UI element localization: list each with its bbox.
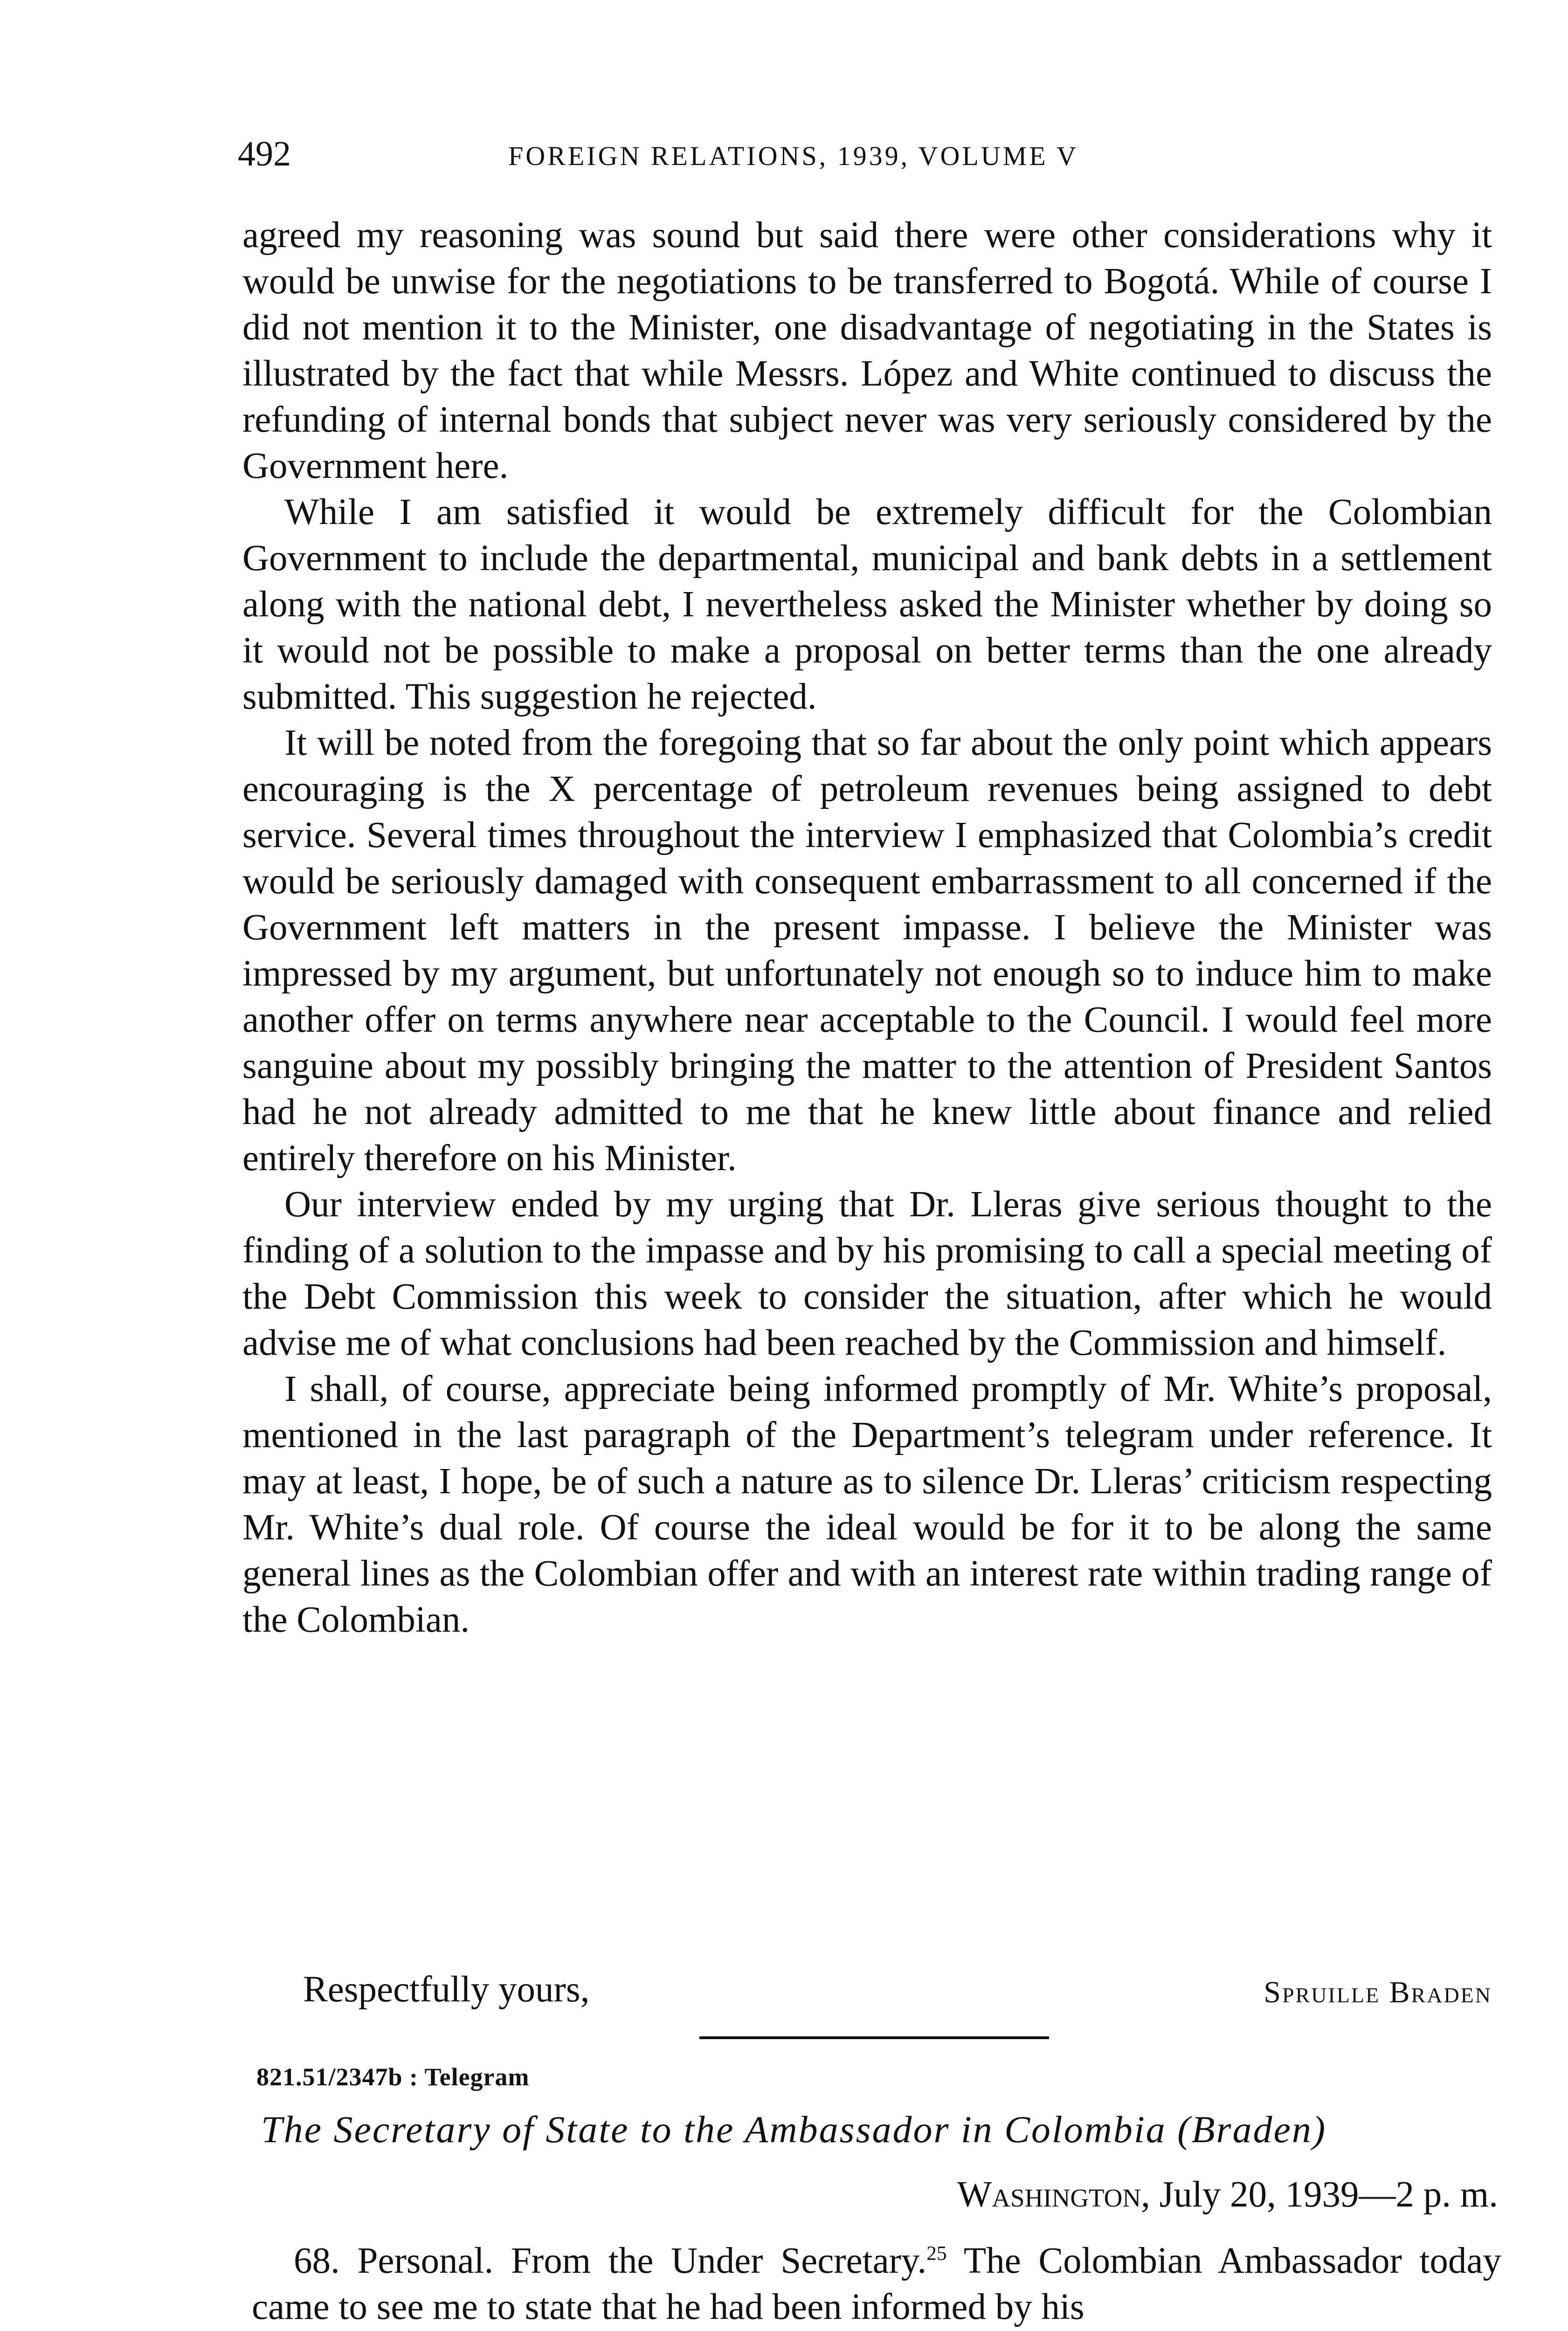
page-number: 492 <box>238 134 291 173</box>
paragraph-text: 68. Personal. From the Under Secretary. <box>294 2241 927 2281</box>
footnote-marker: 25 <box>926 2242 947 2265</box>
page-header <box>238 131 1497 186</box>
section-divider <box>699 2036 1049 2039</box>
paragraph: I shall, of course, appreciate being informed promptly of Mr. White’s proposal, mentioned in the last paragraph of the Department’s telegram under reference. It may at least, I hope, be of such a nature as to silence Dr. Lleras’ criticism respecting Mr. White’s dual role. Of course the ideal would be for it to be along the same general lines as the Colombian offer and with an interest rate within trading range of the Colombian. <box>242 1369 1492 1640</box>
letter-body <box>242 212 1492 1643</box>
paragraph <box>252 2238 1501 2330</box>
signature: Spruille Braden <box>1264 1975 1492 2009</box>
file-reference: 821.51/2347b : Telegram <box>256 2063 530 2091</box>
running-head: FOREIGN RELATIONS, 1939, VOLUME V <box>508 141 1078 171</box>
dateline-place: Washington, <box>957 2174 1150 2215</box>
paragraph: Our interview ended by my urging that Dr. Lleras give serious thought to the finding of a solution to the impasse and by his promising to call a special meeting of the Debt Commission this week to consider the situation, after which he would advise me of what conclusions had been reached by the Commission and himself. <box>242 1184 1492 1363</box>
paragraph-text: The Colombian Ambassador today came to see me to state that he had been informed by his <box>252 2241 1501 2327</box>
dateline-date: July 20, 1939—2 p. m. <box>1159 2174 1498 2215</box>
paragraph-continuation: agreed my reasoning was sound but said there were other considerations why it would be unwise for the negotiations to be transferred to Bogotá. While of course I did not mention it to the Minister, one disadvantage of negotiating in the States is illustrated by the fact that while Messrs. López and White continued to discuss the refunding of internal bonds that subject never was very seriously considered by the Government here. <box>242 215 1492 486</box>
dateline <box>957 2172 1498 2218</box>
salutation: Respectfully yours, <box>303 1969 590 2010</box>
letter-closing <box>242 1966 1492 2013</box>
paragraph: It will be noted from the foregoing that so far about the only point which appears encouraging is the X percentage of petroleum revenues being assigned to debt service. Several times throughout the interview I emphasized that Colombia’s credit would be seriously damaged with consequent embarrassment to all concerned if the Government left matters in the present impasse. I believe the Minister was impressed by my argument, but unfortunately not enough so to induce him to make another offer on terms anywhere near acceptable to the Council. I would feel more sanguine about my possibly bringing the matter to the attention of President Santos had he not already admitted to me that he knew little about finance and relied entirely therefore on his Minister. <box>242 723 1492 1179</box>
paragraph: While I am satisfied it would be extremely difficult for the Colombian Government to include the departmental, municipal and bank debts in a settlement along with the national debt, I nevertheless asked the Minister whether by doing so it would not be possible to make a proposal on better terms than the one already submitted. This suggestion he rejected. <box>242 492 1492 717</box>
telegram-body <box>252 2238 1501 2330</box>
document-title: The Secretary of State to the Ambassador in Colombia (Braden) <box>261 2108 1327 2151</box>
